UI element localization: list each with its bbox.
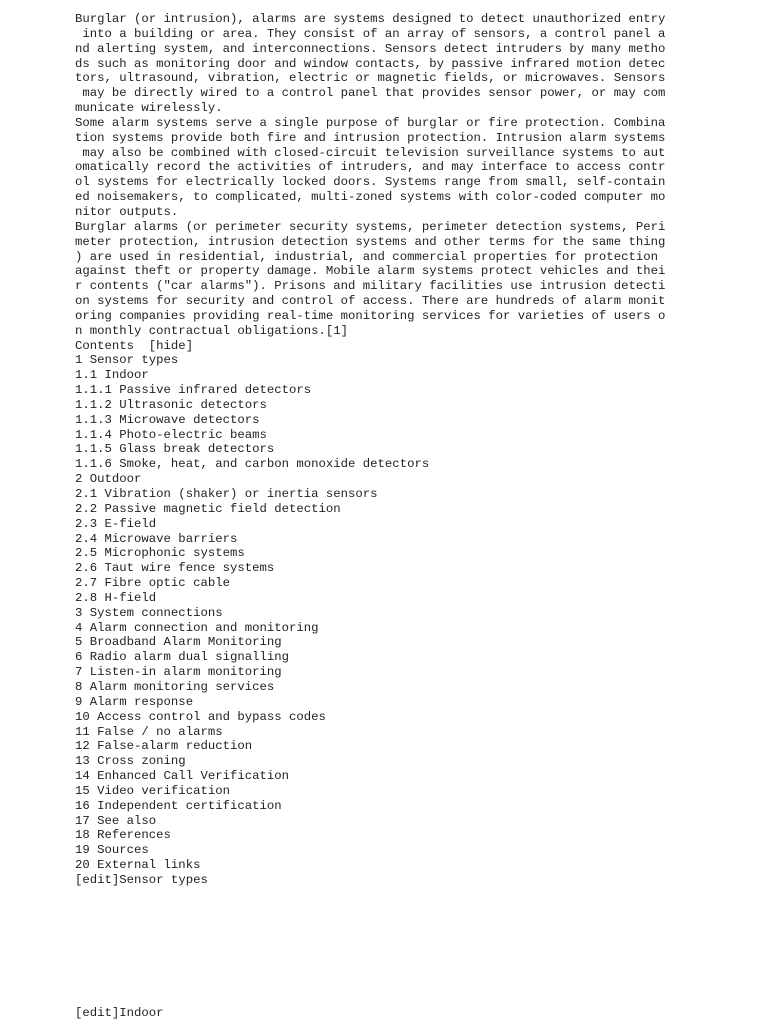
toc-item[interactable]: 5 Broadband Alarm Monitoring bbox=[75, 635, 282, 650]
toc-item[interactable]: 2.2 Passive magnetic field detection bbox=[75, 501, 341, 516]
toc-item[interactable]: 3 System connections bbox=[75, 605, 223, 620]
toc-item[interactable]: 2.3 E-field bbox=[75, 516, 157, 531]
toc-item[interactable]: 2.8 H-field bbox=[75, 590, 157, 605]
edit-link[interactable]: [edit] bbox=[75, 1006, 120, 1020]
section-heading-indoor bbox=[75, 1006, 164, 1021]
section-title: Indoor bbox=[119, 1006, 164, 1020]
intro-paragraph-2 bbox=[75, 116, 675, 220]
section-title: Sensor types bbox=[119, 872, 208, 887]
text-line: Burglar (or intrusion), alarms are systems designed to detect unauthorized entry bbox=[75, 12, 666, 26]
toc-item[interactable]: 2.4 Microwave barriers bbox=[75, 531, 238, 546]
text-line: omatically record the activities of intruders, and may interface to access contr bbox=[75, 160, 666, 175]
text-line: Burglar alarms (or perimeter security systems, perimeter detection systems, Peri bbox=[75, 219, 666, 234]
toc-item[interactable]: 18 References bbox=[75, 828, 171, 843]
toc-item[interactable]: 1 Sensor types bbox=[75, 353, 179, 368]
table-of-contents bbox=[75, 339, 675, 873]
text-line: ed noisemakers, to complicated, multi-zoned systems with color-coded computer mo bbox=[75, 190, 666, 205]
toc-item[interactable]: 12 False-alarm reduction bbox=[75, 739, 253, 754]
toc-item[interactable]: 19 Sources bbox=[75, 843, 149, 858]
toc-item[interactable]: 11 False / no alarms bbox=[75, 724, 223, 739]
toc-item[interactable]: 8 Alarm monitoring services bbox=[75, 679, 275, 694]
toc-item[interactable]: 2.5 Microphonic systems bbox=[75, 546, 245, 561]
toc-item[interactable]: 2 Outdoor bbox=[75, 472, 142, 487]
toc-item[interactable]: 13 Cross zoning bbox=[75, 754, 186, 769]
toc-item[interactable]: 9 Alarm response bbox=[75, 694, 194, 709]
toc-item[interactable]: 1.1.6 Smoke, heat, and carbon monoxide detectors bbox=[75, 457, 430, 472]
toc-item[interactable]: 20 External links bbox=[75, 858, 201, 873]
toc-item[interactable]: 6 Radio alarm dual signalling bbox=[75, 650, 290, 665]
toc-item[interactable]: 16 Independent certification bbox=[75, 798, 282, 813]
toc-item[interactable]: 1.1.2 Ultrasonic detectors bbox=[75, 397, 267, 412]
text-line: may be directly wired to a control panel that provides sensor power, or may com bbox=[75, 86, 666, 101]
text-line: nd alerting system, and interconnections. Sensors detect intruders by many metho bbox=[75, 41, 666, 56]
toc-item[interactable]: 1.1 Indoor bbox=[75, 368, 149, 383]
text-line: n monthly contractual obligations.[1] bbox=[75, 323, 349, 338]
text-line: on systems for security and control of access. There are hundreds of alarm monit bbox=[75, 294, 666, 309]
text-line: ds such as monitoring door and window contacts, by passive infrared motion detec bbox=[75, 56, 666, 71]
toc-item[interactable]: 10 Access control and bypass codes bbox=[75, 709, 326, 724]
toc-item[interactable]: 4 Alarm connection and monitoring bbox=[75, 620, 319, 635]
text-line: may also be combined with closed-circuit television surveillance systems to aut bbox=[75, 145, 666, 160]
toc-item[interactable]: 17 See also bbox=[75, 813, 157, 828]
toc-item[interactable]: 1.1.4 Photo-electric beams bbox=[75, 427, 267, 442]
text-line: tors, ultrasound, vibration, electric or magnetic fields, or microwaves. Sensors bbox=[75, 71, 666, 86]
toc-item[interactable]: 15 Video verification bbox=[75, 783, 230, 798]
text-line: oring companies providing real-time monitoring services for varieties of users o bbox=[75, 308, 666, 323]
text-line: municate wirelessly. bbox=[75, 101, 223, 116]
intro-paragraph-3 bbox=[75, 220, 675, 339]
toc-item[interactable]: 2.6 Taut wire fence systems bbox=[75, 561, 275, 576]
toc-heading[interactable]: Contents [hide] bbox=[75, 338, 194, 353]
article-body bbox=[75, 12, 675, 888]
text-line: tion systems provide both fire and intrusion protection. Intrusion alarm systems bbox=[75, 130, 666, 145]
text-line: ol systems for electrically locked doors. Systems range from small, self-contain bbox=[75, 175, 666, 190]
text-line: meter protection, intrusion detection systems and other terms for the same thing bbox=[75, 234, 666, 249]
section-heading-sensor-types bbox=[75, 873, 675, 888]
toc-item[interactable]: 2.1 Vibration (shaker) or inertia sensors bbox=[75, 487, 378, 501]
text-line: Some alarm systems serve a single purpose of burglar or fire protection. Combina bbox=[75, 115, 666, 130]
text-line: against theft or property damage. Mobile alarm systems protect vehicles and thei bbox=[75, 264, 666, 279]
toc-item[interactable]: 7 Listen-in alarm monitoring bbox=[75, 665, 282, 680]
toc-item[interactable]: 1.1.5 Glass break detectors bbox=[75, 442, 275, 457]
text-line: ) are used in residential, industrial, and commercial properties for protection bbox=[75, 249, 666, 264]
toc-item[interactable]: 1.1.3 Microwave detectors bbox=[75, 412, 260, 427]
edit-link[interactable]: [edit] bbox=[75, 872, 120, 887]
toc-item[interactable]: 14 Enhanced Call Verification bbox=[75, 769, 290, 784]
toc-item[interactable]: 2.7 Fibre optic cable bbox=[75, 576, 230, 591]
text-line: into a building or area. They consist of an array of sensors, a control panel a bbox=[75, 26, 666, 41]
text-line: nitor outputs. bbox=[75, 204, 179, 219]
toc-item[interactable]: 1.1.1 Passive infrared detectors bbox=[75, 383, 312, 398]
intro-paragraph-1 bbox=[75, 12, 675, 116]
text-line: r contents ("car alarms"). Prisons and military facilities use intrusion detecti bbox=[75, 279, 666, 294]
